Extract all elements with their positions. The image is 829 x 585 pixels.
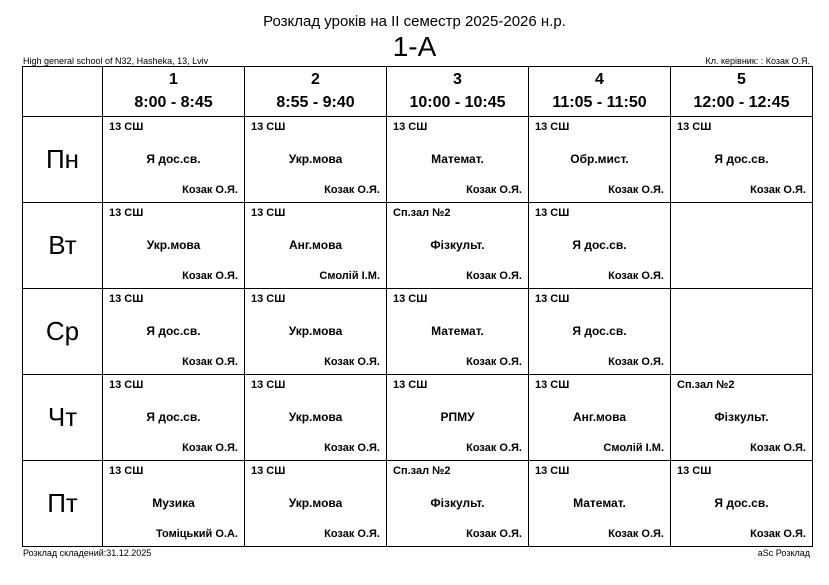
lesson-teacher: Козак О.Я. bbox=[466, 270, 522, 282]
lesson-cell bbox=[671, 203, 813, 289]
lesson-cell bbox=[245, 289, 387, 375]
period-header bbox=[529, 67, 671, 117]
brand-label: aSc Розклад bbox=[757, 548, 810, 558]
lesson-teacher: Козак О.Я. bbox=[324, 442, 380, 454]
lesson-teacher: Козак О.Я. bbox=[324, 528, 380, 540]
lesson-subject: Укр.мова bbox=[288, 496, 343, 510]
lesson-subject: Анг.мова bbox=[573, 410, 626, 424]
lesson-subject: Я дос.св. bbox=[146, 410, 201, 424]
day-row bbox=[23, 375, 813, 461]
lesson-teacher: Козак О.Я. bbox=[608, 356, 664, 368]
lesson-cell bbox=[671, 117, 813, 203]
period-header bbox=[671, 67, 813, 117]
lesson-teacher: Козак О.Я. bbox=[608, 270, 664, 282]
lesson-subject: Укр.мова bbox=[288, 410, 343, 424]
lesson-subject: Математ. bbox=[431, 324, 484, 338]
lesson-cell bbox=[387, 117, 529, 203]
timetable-grid bbox=[22, 66, 813, 547]
lesson-cell bbox=[103, 203, 245, 289]
lesson-room: 13 СШ bbox=[535, 465, 570, 477]
lesson-room: 13 СШ bbox=[251, 207, 286, 219]
lesson-cell bbox=[103, 461, 245, 547]
day-row bbox=[23, 289, 813, 375]
lesson-subject: Фізкульт. bbox=[430, 496, 485, 510]
lesson-subject: Укр.мова bbox=[288, 152, 343, 166]
lesson-room: 13 СШ bbox=[393, 379, 428, 391]
period-time: 8:55 - 9:40 bbox=[276, 93, 355, 111]
lesson-room: 13 СШ bbox=[677, 465, 712, 477]
day-label: Чт bbox=[23, 375, 103, 461]
lesson-room: 13 СШ bbox=[535, 207, 570, 219]
lesson-subject: Анг.мова bbox=[289, 238, 342, 252]
period-number: 4 bbox=[595, 70, 604, 88]
lesson-teacher: Козак О.Я. bbox=[182, 356, 238, 368]
school-name: High general school of N32, Hasheka, 13, Lviv bbox=[23, 56, 209, 66]
lesson-cell bbox=[529, 117, 671, 203]
lesson-cell bbox=[387, 289, 529, 375]
lesson-teacher: Козак О.Я. bbox=[750, 442, 806, 454]
lesson-room: 13 СШ bbox=[251, 465, 286, 477]
lesson-cell bbox=[387, 203, 529, 289]
created-date: Розклад складений:31.12.2025 bbox=[23, 548, 152, 558]
lesson-cell bbox=[245, 203, 387, 289]
period-number: 1 bbox=[169, 70, 178, 88]
lesson-cell bbox=[529, 375, 671, 461]
class-name: 1-А bbox=[392, 31, 437, 62]
lesson-cell bbox=[103, 289, 245, 375]
lesson-teacher: Томіцький О.А. bbox=[155, 528, 238, 540]
lesson-teacher: Козак О.Я. bbox=[324, 356, 380, 368]
lesson-teacher: Козак О.Я. bbox=[750, 184, 806, 196]
lesson-room: 13 СШ bbox=[251, 121, 286, 133]
lesson-subject: Укр.мова bbox=[146, 238, 201, 252]
lesson-teacher: Козак О.Я. bbox=[750, 528, 806, 540]
lesson-teacher: Смолій І.М. bbox=[319, 270, 380, 282]
lesson-room: 13 СШ bbox=[109, 465, 144, 477]
period-time: 8:00 - 8:45 bbox=[134, 93, 213, 111]
day-row bbox=[23, 203, 813, 289]
lesson-teacher: Козак О.Я. bbox=[324, 184, 380, 196]
lesson-room: 13 СШ bbox=[535, 379, 570, 391]
lesson-teacher: Козак О.Я. bbox=[182, 270, 238, 282]
lesson-cell bbox=[245, 375, 387, 461]
lesson-cell bbox=[529, 203, 671, 289]
lesson-subject: Я дос.св. bbox=[714, 496, 769, 510]
lesson-subject: Математ. bbox=[573, 496, 626, 510]
lesson-cell bbox=[671, 289, 813, 375]
corner-cell bbox=[23, 67, 103, 117]
lesson-cell bbox=[103, 117, 245, 203]
lesson-teacher: Смолій І.М. bbox=[603, 442, 664, 454]
lesson-room: 13 СШ bbox=[251, 379, 286, 391]
lesson-room: 13 СШ bbox=[251, 293, 286, 305]
lesson-room: 13 СШ bbox=[109, 121, 144, 133]
period-number: 5 bbox=[737, 70, 746, 88]
day-label: Пт bbox=[23, 461, 103, 547]
lesson-subject: Обр.мист. bbox=[570, 152, 629, 166]
lesson-cell bbox=[671, 461, 813, 547]
lesson-teacher: Козак О.Я. bbox=[182, 184, 238, 196]
lesson-cell bbox=[529, 289, 671, 375]
lesson-room: 13 СШ bbox=[535, 293, 570, 305]
lesson-subject: Фізкульт. bbox=[714, 410, 769, 424]
lesson-teacher: Козак О.Я. bbox=[466, 442, 522, 454]
lesson-room: Сп.зал №2 bbox=[393, 207, 451, 219]
lesson-subject: Я дос.св. bbox=[146, 152, 201, 166]
lesson-cell bbox=[103, 375, 245, 461]
lesson-cell bbox=[245, 461, 387, 547]
lesson-cell bbox=[387, 461, 529, 547]
lesson-subject: Я дос.св. bbox=[714, 152, 769, 166]
lesson-room: 13 СШ bbox=[109, 379, 144, 391]
lesson-subject: Музика bbox=[152, 496, 195, 510]
lesson-room: 13 СШ bbox=[393, 293, 428, 305]
lesson-room: 13 СШ bbox=[535, 121, 570, 133]
period-number: 3 bbox=[453, 70, 462, 88]
lesson-subject: Я дос.св. bbox=[572, 324, 627, 338]
period-time: 11:05 - 11:50 bbox=[552, 93, 647, 111]
period-time: 12:00 - 12:45 bbox=[693, 93, 790, 111]
period-time: 10:00 - 10:45 bbox=[409, 93, 506, 111]
lesson-teacher: Козак О.Я. bbox=[466, 356, 522, 368]
lesson-subject: Укр.мова bbox=[288, 324, 343, 338]
day-row bbox=[23, 461, 813, 547]
schedule-title: Розклад уроків на ІІ семестр 2025-2026 н.р. bbox=[263, 13, 566, 30]
lesson-subject: Я дос.св. bbox=[146, 324, 201, 338]
day-label: Ср bbox=[23, 289, 103, 375]
class-teacher: Кл. керівник: : Козак О.Я. bbox=[705, 56, 810, 66]
lesson-room: 13 СШ bbox=[393, 121, 428, 133]
day-row bbox=[23, 117, 813, 203]
lesson-cell bbox=[529, 461, 671, 547]
lesson-teacher: Козак О.Я. bbox=[608, 184, 664, 196]
lesson-room: Сп.зал №2 bbox=[677, 379, 735, 391]
lesson-room: 13 СШ bbox=[109, 293, 144, 305]
period-number: 2 bbox=[311, 70, 320, 88]
lesson-teacher: Козак О.Я. bbox=[466, 528, 522, 540]
lesson-cell bbox=[387, 375, 529, 461]
lesson-subject: РПМУ bbox=[440, 410, 475, 424]
period-header bbox=[103, 67, 245, 117]
lesson-teacher: Козак О.Я. bbox=[608, 528, 664, 540]
lesson-cell bbox=[671, 375, 813, 461]
lesson-subject: Фізкульт. bbox=[430, 238, 485, 252]
lesson-subject: Математ. bbox=[431, 152, 484, 166]
period-header-row bbox=[23, 67, 813, 117]
lesson-cell bbox=[245, 117, 387, 203]
day-label: Вт bbox=[23, 203, 103, 289]
lesson-room: 13 СШ bbox=[109, 207, 144, 219]
lesson-room: 13 СШ bbox=[677, 121, 712, 133]
lesson-subject: Я дос.св. bbox=[572, 238, 627, 252]
period-header bbox=[245, 67, 387, 117]
lesson-room: Сп.зал №2 bbox=[393, 465, 451, 477]
lesson-teacher: Козак О.Я. bbox=[466, 184, 522, 196]
period-header bbox=[387, 67, 529, 117]
day-label: Пн bbox=[23, 117, 103, 203]
lesson-teacher: Козак О.Я. bbox=[182, 442, 238, 454]
